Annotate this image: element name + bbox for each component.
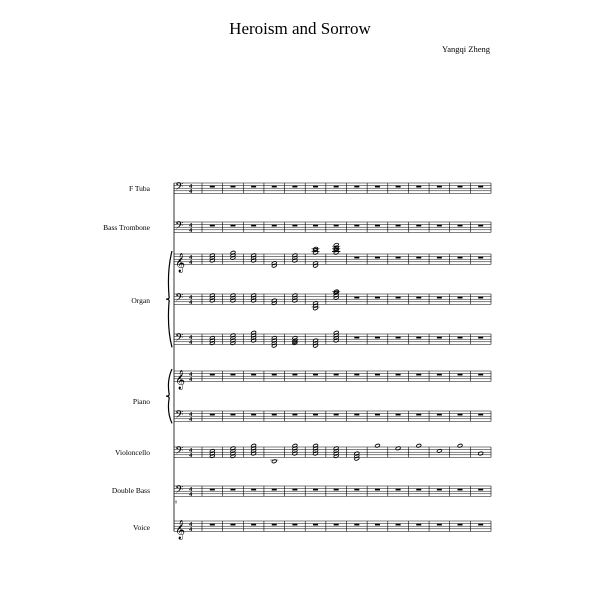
whole-rest <box>437 414 442 416</box>
whole-rest <box>437 225 442 227</box>
whole-rest <box>478 225 483 227</box>
whole-rest <box>354 297 359 299</box>
whole-rest <box>375 337 380 339</box>
whole-rest <box>230 524 235 526</box>
whole-rest <box>354 524 359 526</box>
time-signature-top: 4 <box>189 221 193 229</box>
whole-rest <box>334 524 339 526</box>
whole-rest <box>230 225 235 227</box>
whole-rest <box>210 524 215 526</box>
whole-rest <box>313 186 318 188</box>
time-signature-bottom: 4 <box>189 526 193 534</box>
whole-rest <box>292 524 297 526</box>
bass-clef-icon: 𝄢 <box>175 291 184 307</box>
label-double-bass: Double Bass <box>111 486 150 495</box>
whole-rest <box>416 225 421 227</box>
whole-rest <box>210 374 215 376</box>
cello-note <box>478 451 484 455</box>
cello-note <box>437 449 443 453</box>
cello-note <box>271 459 277 463</box>
whole-rest <box>396 374 401 376</box>
whole-rest <box>354 489 359 491</box>
bass-clef-icon: 𝄢 <box>175 483 184 499</box>
whole-rest <box>478 337 483 339</box>
notes <box>210 243 484 464</box>
whole-rest <box>375 489 380 491</box>
whole-rest <box>272 414 277 416</box>
whole-rest <box>375 225 380 227</box>
whole-rest <box>210 414 215 416</box>
whole-rest <box>251 374 256 376</box>
whole-rest <box>437 489 442 491</box>
whole-rest <box>416 186 421 188</box>
whole-rest <box>416 297 421 299</box>
whole-rest <box>354 414 359 416</box>
whole-rest <box>251 186 256 188</box>
time-signature-bottom: 4 <box>189 376 193 384</box>
time-signature-bottom: 4 <box>189 259 193 267</box>
whole-rest <box>437 524 442 526</box>
cello-note <box>416 443 422 447</box>
whole-rest <box>416 257 421 259</box>
whole-rest <box>272 374 277 376</box>
label-piano: Piano <box>132 397 150 406</box>
whole-rest <box>375 414 380 416</box>
time-signature-bottom: 4 <box>189 227 193 235</box>
whole-rest <box>396 524 401 526</box>
measure-rests <box>210 186 483 526</box>
label-f-tuba: F Tuba <box>128 184 150 193</box>
bass-clef-icon: 𝄢 <box>175 408 184 424</box>
whole-rest <box>313 374 318 376</box>
time-signature-top: 4 <box>189 485 193 493</box>
whole-rest <box>396 297 401 299</box>
whole-rest <box>272 524 277 526</box>
whole-rest <box>292 489 297 491</box>
whole-rest <box>230 489 235 491</box>
time-signature-bottom: 4 <box>189 299 193 307</box>
whole-rest <box>251 524 256 526</box>
time-signature-top: 4 <box>189 333 193 341</box>
whole-rest <box>478 374 483 376</box>
whole-rest <box>334 414 339 416</box>
whole-rest <box>272 186 277 188</box>
whole-rest <box>478 524 483 526</box>
bass-clef-icon: 𝄢 <box>175 331 184 347</box>
label-organ: Organ <box>131 296 150 305</box>
brackets <box>166 183 174 531</box>
cello-note <box>375 443 381 447</box>
whole-rest <box>334 374 339 376</box>
whole-rest <box>375 186 380 188</box>
whole-rest <box>458 186 463 188</box>
time-signature-bottom: 4 <box>189 188 193 196</box>
whole-rest <box>478 489 483 491</box>
whole-rest <box>251 414 256 416</box>
cello-note <box>457 443 463 447</box>
whole-rest <box>458 337 463 339</box>
whole-rest <box>230 186 235 188</box>
time-signature-top: 4 <box>189 293 193 301</box>
time-signature-bottom: 4 <box>189 339 193 347</box>
treble-clef-icon: 𝄞 <box>175 252 186 273</box>
whole-rest <box>416 337 421 339</box>
whole-rest <box>375 374 380 376</box>
whole-rest <box>334 489 339 491</box>
whole-rest <box>437 337 442 339</box>
time-signature-bottom: 4 <box>189 491 193 499</box>
whole-rest <box>396 186 401 188</box>
whole-rest <box>354 225 359 227</box>
whole-rest <box>478 414 483 416</box>
staves <box>174 180 491 534</box>
whole-rest <box>458 489 463 491</box>
whole-rest <box>313 225 318 227</box>
whole-rest <box>437 297 442 299</box>
whole-rest <box>272 225 277 227</box>
whole-rest <box>437 257 442 259</box>
time-signature-top: 4 <box>189 520 193 528</box>
label-bass-trombone: Bass Trombone <box>103 223 150 232</box>
bass-clef-icon: 𝄢 <box>175 180 184 196</box>
time-signature-bottom: 4 <box>189 416 193 424</box>
whole-rest <box>292 186 297 188</box>
whole-rest <box>437 186 442 188</box>
bass-clef-icon: 𝄢 <box>175 219 184 235</box>
cello-note <box>395 446 401 450</box>
time-signature-top: 4 <box>189 446 193 454</box>
whole-rest <box>210 489 215 491</box>
whole-rest <box>396 225 401 227</box>
whole-rest <box>230 414 235 416</box>
whole-rest <box>396 257 401 259</box>
whole-rest <box>416 374 421 376</box>
whole-rest <box>478 257 483 259</box>
whole-rest <box>210 186 215 188</box>
composer-name: Yangqi Zheng <box>441 44 490 54</box>
whole-rest <box>458 297 463 299</box>
whole-rest <box>354 374 359 376</box>
whole-rest <box>416 524 421 526</box>
label-violoncello: Violoncello <box>115 448 150 457</box>
whole-rest <box>478 297 483 299</box>
whole-rest <box>416 489 421 491</box>
organ-brace <box>166 251 172 347</box>
whole-rest <box>458 524 463 526</box>
whole-rest <box>313 524 318 526</box>
whole-rest <box>292 414 297 416</box>
whole-rest <box>458 374 463 376</box>
whole-rest <box>313 414 318 416</box>
bass-clef-icon: 𝄢 <box>175 444 184 460</box>
whole-rest <box>210 225 215 227</box>
whole-rest <box>354 257 359 259</box>
whole-rest <box>334 225 339 227</box>
octave-mark: 8 <box>175 499 177 505</box>
time-signature-top: 4 <box>189 370 193 378</box>
label-voice: Voice <box>133 523 150 532</box>
whole-rest <box>458 414 463 416</box>
whole-rest <box>354 186 359 188</box>
whole-rest <box>230 374 235 376</box>
time-signature-top: 4 <box>189 182 193 190</box>
whole-rest <box>313 489 318 491</box>
time-signature-bottom: 4 <box>189 452 193 460</box>
whole-rest <box>251 225 256 227</box>
whole-rest <box>251 489 256 491</box>
time-signature-top: 4 <box>189 410 193 418</box>
time-signatures <box>189 183 193 533</box>
whole-rest <box>396 414 401 416</box>
whole-rest <box>396 489 401 491</box>
whole-rest <box>416 414 421 416</box>
whole-rest <box>292 225 297 227</box>
whole-rest <box>375 297 380 299</box>
whole-rest <box>458 225 463 227</box>
whole-rest <box>375 524 380 526</box>
score-title: Heroism and Sorrow <box>229 19 371 38</box>
time-signature-top: 4 <box>189 253 193 261</box>
whole-rest <box>354 337 359 339</box>
whole-rest <box>375 257 380 259</box>
whole-rest <box>478 186 483 188</box>
whole-rest <box>292 374 297 376</box>
treble-clef-icon: 𝄞 <box>175 519 186 540</box>
treble-clef-icon: 𝄞 <box>175 369 186 390</box>
whole-rest <box>437 374 442 376</box>
whole-rest <box>334 186 339 188</box>
whole-rest <box>272 489 277 491</box>
whole-rest <box>396 337 401 339</box>
whole-rest <box>458 257 463 259</box>
piano-brace <box>166 369 172 423</box>
